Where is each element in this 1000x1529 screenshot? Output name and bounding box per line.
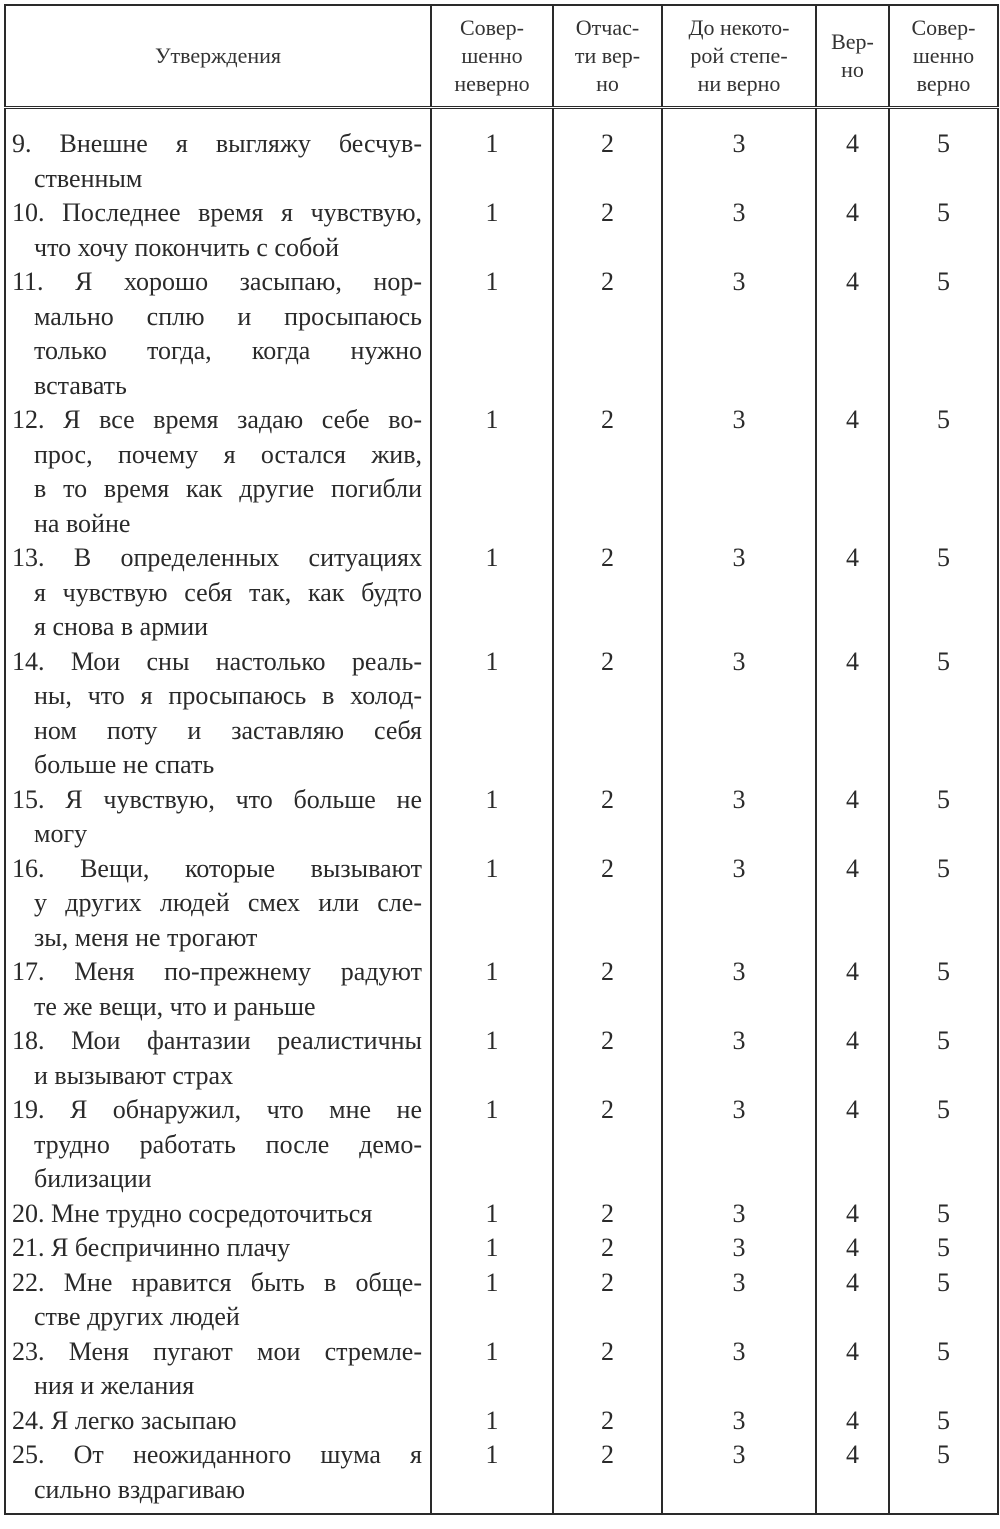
header-statements [5,5,431,108]
statement-line: 12. Я все время задаю себе во- [12,405,422,434]
statement-line: 20. Мне трудно сосредоточиться [12,1198,373,1228]
statement-line: 23. Меня пугают мои стремле- [12,1336,422,1366]
table-row [5,1335,998,1404]
statement-line: прос, почему я остался жив, [34,439,422,469]
score-option-4[interactable]: 4 [816,1404,889,1439]
statement-line: 9. Внешне я выгляжу бесчув- [12,129,422,158]
score-option-5[interactable]: 5 [889,108,998,197]
score-option-3[interactable]: 3 [662,852,816,956]
table-body [5,108,998,1515]
score-option-5[interactable]: 5 [889,1024,998,1093]
score-option-5[interactable]: 5 [889,783,998,852]
score-option-2[interactable]: 2 [553,196,662,265]
header-text-line: Совер- [459,15,525,40]
statement-line: трудно работать после демо- [34,1129,422,1159]
statement-line: больше не спать [34,750,215,779]
score-option-2[interactable]: 2 [553,1335,662,1404]
score-option-1[interactable]: 1 [431,1335,553,1404]
statement-line: 11. Я хорошо засыпаю, нор- [12,267,422,296]
statement-line: и вызывают страх [34,1060,234,1090]
statement-line: сильно вздрагиваю [34,1474,246,1504]
score-option-1[interactable]: 1 [431,265,553,403]
header-text-line: но [596,71,619,96]
table-row [5,108,998,197]
score-option-4[interactable]: 4 [816,1266,889,1335]
score-option-1[interactable]: 1 [431,1404,553,1439]
score-option-3[interactable]: 3 [662,541,816,645]
score-option-4[interactable]: 4 [816,852,889,956]
score-option-4[interactable]: 4 [816,783,889,852]
header-text-line: верно [916,71,971,96]
table-row [5,1438,998,1514]
header-completely-true [889,5,998,108]
statement-line: 18. Мои фантазии реалистичны [12,1026,422,1055]
statement-cell [5,1335,431,1404]
questionnaire-table [4,4,999,1515]
score-option-1[interactable]: 1 [431,1438,553,1514]
score-option-1[interactable]: 1 [431,541,553,645]
score-option-5[interactable]: 5 [889,1266,998,1335]
score-option-5[interactable]: 5 [889,1197,998,1232]
score-option-3[interactable]: 3 [662,1197,816,1232]
statement-cell [5,783,431,852]
score-option-1[interactable]: 1 [431,645,553,783]
statement-line: билизации [34,1164,152,1193]
score-option-1[interactable]: 1 [431,403,553,541]
score-option-1[interactable]: 1 [431,1197,553,1232]
score-option-1[interactable]: 1 [431,783,553,852]
score-option-3[interactable]: 3 [662,108,816,197]
header-text-line: неверно [454,71,530,96]
score-option-3[interactable]: 3 [662,645,816,783]
score-option-5[interactable]: 5 [889,955,998,1024]
score-option-5[interactable]: 5 [889,265,998,403]
statement-line: ственным [34,163,143,193]
statement-cell [5,1266,431,1335]
statement-line: 22. Мне нравится быть в обще- [12,1267,422,1297]
header-text-line: Вер- [831,29,874,54]
statement-line: вставать [34,370,127,400]
score-option-4[interactable]: 4 [816,108,889,197]
statement-line: я чувствую себя так, как будто [34,577,422,607]
header-partly-true [553,5,662,108]
score-option-3[interactable]: 3 [662,1335,816,1404]
statement-line: 14. Мои сны настолько реаль- [12,646,422,676]
score-option-5[interactable]: 5 [889,196,998,265]
statement-cell [5,955,431,1024]
table-row [5,1231,998,1266]
header-completely-false [431,5,553,108]
header-text-line: ни верно [697,71,781,96]
score-option-2[interactable]: 2 [553,1438,662,1514]
header-row [5,5,998,108]
score-option-3[interactable]: 3 [662,265,816,403]
table-row [5,196,998,265]
score-option-4[interactable]: 4 [816,541,889,645]
statement-line: что хочу покончить с собой [34,232,340,262]
score-option-5[interactable]: 5 [889,1404,998,1439]
header-true [816,5,889,108]
score-option-2[interactable]: 2 [553,108,662,197]
statement-line: стве других людей [34,1302,240,1331]
score-option-1[interactable]: 1 [431,1231,553,1266]
statement-cell [5,1404,431,1439]
score-option-3[interactable]: 3 [662,1093,816,1197]
score-option-2[interactable]: 2 [553,783,662,852]
score-option-1[interactable]: 1 [431,1024,553,1093]
score-option-3[interactable]: 3 [662,403,816,541]
score-option-3[interactable]: 3 [662,955,816,1024]
statement-line: ния и желания [34,1371,195,1400]
score-option-1[interactable]: 1 [431,852,553,956]
score-option-2[interactable]: 2 [553,1404,662,1439]
score-option-4[interactable]: 4 [816,1438,889,1514]
statement-cell [5,196,431,265]
score-option-5[interactable]: 5 [889,1438,998,1514]
score-option-2[interactable]: 2 [553,1197,662,1232]
statement-line: 21. Я беспричинно плачу [12,1233,291,1262]
statement-line: 10. Последнее время я чувствую, [12,198,422,227]
header-text-line: рой степе- [690,43,788,68]
table-row [5,265,998,403]
table-row [5,852,998,956]
score-option-3[interactable]: 3 [662,1024,816,1093]
score-option-2[interactable]: 2 [553,955,662,1024]
statement-line: в то время как другие погибли [34,474,422,503]
table-row [5,645,998,783]
score-option-3[interactable]: 3 [662,196,816,265]
score-option-3[interactable]: 3 [662,1404,816,1439]
header-text-line: До некото- [688,15,790,40]
statement-line: на войне [34,508,131,538]
score-option-3[interactable]: 3 [662,1438,816,1514]
score-option-4[interactable]: 4 [816,645,889,783]
score-option-5[interactable]: 5 [889,1093,998,1197]
header-text-line: Совер- [911,15,976,40]
statement-cell [5,541,431,645]
statement-cell [5,645,431,783]
table-row [5,541,998,645]
table-row [5,403,998,541]
statement-cell [5,852,431,956]
statement-line: только тогда, когда нужно [34,336,422,365]
table-row [5,1266,998,1335]
score-option-2[interactable]: 2 [553,1231,662,1266]
score-option-4[interactable]: 4 [816,1335,889,1404]
score-option-4[interactable]: 4 [816,1093,889,1197]
score-option-2[interactable]: 2 [553,645,662,783]
table-row [5,1024,998,1093]
header-text-line: но [841,57,864,82]
statement-cell [5,1093,431,1197]
header-text-line: ти вер- [574,43,641,68]
score-option-5[interactable]: 5 [889,403,998,541]
statement-line: ны, что я просыпаюсь в холод- [34,681,422,710]
score-option-1[interactable]: 1 [431,108,553,197]
score-option-2[interactable]: 2 [553,541,662,645]
statement-line: 16. Вещи, которые вызывают [12,853,422,883]
score-option-4[interactable]: 4 [816,265,889,403]
score-option-2[interactable]: 2 [553,265,662,403]
score-option-3[interactable]: 3 [662,783,816,852]
header-text-line: Отчас- [575,15,640,40]
statement-line: я снова в армии [34,612,209,641]
score-option-4[interactable]: 4 [816,196,889,265]
statement-cell [5,1024,431,1093]
score-option-4[interactable]: 4 [816,403,889,541]
statement-cell [5,1438,431,1514]
score-option-3[interactable]: 3 [662,1231,816,1266]
header-text-line: Утверждения [154,43,282,68]
score-option-5[interactable]: 5 [889,541,998,645]
score-option-2[interactable]: 2 [553,852,662,956]
table-row [5,955,998,1024]
statement-line: зы, меня не трогают [34,922,258,952]
statement-line: 19. Я обнаружил, что мне не [12,1095,422,1124]
score-option-3[interactable]: 3 [662,1266,816,1335]
statement-line: 15. Я чувствую, что больше не [12,784,422,814]
statement-line: 24. Я легко засыпаю [12,1405,237,1435]
table-row [5,1093,998,1197]
score-option-2[interactable]: 2 [553,1093,662,1197]
statement-line: ном поту и заставляю себя [34,715,422,745]
score-option-4[interactable]: 4 [816,1197,889,1232]
header-text-line: шенно [912,43,975,68]
statement-line: у других людей смех или сле- [34,888,422,917]
score-option-2[interactable]: 2 [553,1024,662,1093]
statement-cell [5,265,431,403]
score-option-4[interactable]: 4 [816,1024,889,1093]
header-somewhat-true [662,5,816,108]
statement-line: 17. Меня по-прежнему радуют [12,957,422,986]
statement-line: могу [34,819,88,848]
table-row [5,1404,998,1439]
score-option-1[interactable]: 1 [431,1093,553,1197]
statement-line: мально сплю и просыпаюсь [34,301,422,331]
table-row [5,783,998,852]
statement-line: 13. В определенных ситуациях [12,543,422,572]
header-text-line: шенно [461,43,523,68]
score-option-2[interactable]: 2 [553,403,662,541]
statement-cell [5,1231,431,1266]
statement-line: те же вещи, что и раньше [34,991,316,1021]
statement-line: 25. От неожиданного шума я [12,1440,422,1469]
score-option-1[interactable]: 1 [431,955,553,1024]
score-option-2[interactable]: 2 [553,1266,662,1335]
table-row [5,1197,998,1232]
statement-cell [5,108,431,197]
score-option-1[interactable]: 1 [431,196,553,265]
score-option-5[interactable]: 5 [889,1335,998,1404]
score-option-1[interactable]: 1 [431,1266,553,1335]
score-option-4[interactable]: 4 [816,1231,889,1266]
score-option-5[interactable]: 5 [889,645,998,783]
score-option-5[interactable]: 5 [889,1231,998,1266]
score-option-4[interactable]: 4 [816,955,889,1024]
statement-cell [5,403,431,541]
score-option-5[interactable]: 5 [889,852,998,956]
statement-cell [5,1197,431,1232]
